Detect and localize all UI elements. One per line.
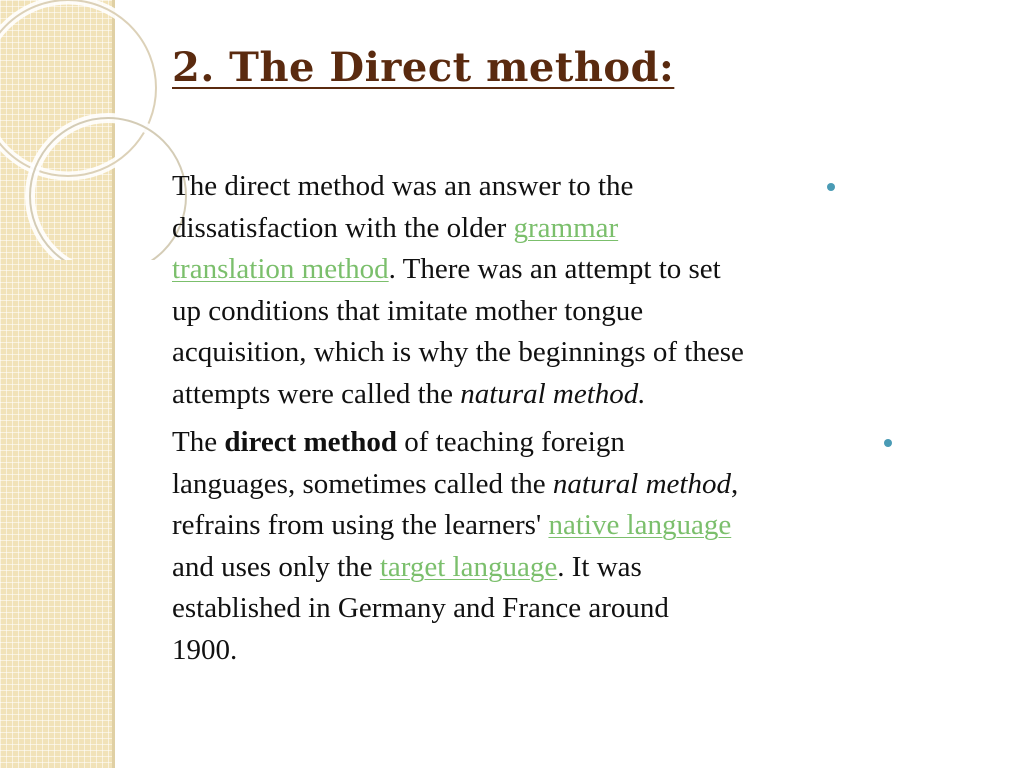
- link-target-language[interactable]: target language: [379, 550, 558, 583]
- text-line: [172, 547, 952, 589]
- text-line: [172, 249, 952, 291]
- text-line: [172, 505, 952, 547]
- text-line: [172, 464, 952, 506]
- text-run: acquisition, which is why the beginnings of these: [172, 336, 744, 368]
- slide-title: 2. The Direct method:: [172, 44, 675, 91]
- text-line: [172, 588, 952, 630]
- link-native-language[interactable]: native language: [548, 509, 732, 541]
- text-run: dissatisfaction with the older: [172, 211, 514, 244]
- text-run: The: [172, 426, 225, 458]
- text-line: [172, 208, 952, 250]
- text-run: attempts were called the: [172, 377, 461, 410]
- text-line: [172, 630, 952, 672]
- link-grammar-translation-method[interactable]: translation method: [172, 253, 389, 285]
- text-line: [172, 291, 952, 333]
- paragraph-direct-method-definition: [172, 422, 952, 671]
- text-run: . It was: [557, 550, 642, 583]
- paragraph-direct-method-origin: [172, 166, 952, 415]
- text-run: up conditions that imitate mother tongue: [172, 294, 644, 327]
- text-run: 1900.: [172, 633, 238, 666]
- text-run: of teaching foreign: [396, 426, 625, 458]
- text-run: The direct method was an answer to the: [172, 170, 634, 202]
- text-run: ,: [730, 467, 739, 500]
- italic-term: natural method.: [460, 377, 646, 410]
- decorative-circles-icon: [0, 0, 200, 260]
- bold-term: direct method: [224, 426, 397, 458]
- text-run: and uses only the: [172, 550, 380, 583]
- text-run: established in Germany and France around: [172, 592, 669, 624]
- text-run: languages, sometimes called the: [172, 467, 553, 500]
- text-line: [172, 422, 952, 464]
- text-line: [172, 374, 952, 416]
- text-line: [172, 332, 952, 374]
- text-run: . There was an attempt to set: [388, 253, 721, 285]
- link-grammar-translation-method[interactable]: grammar: [513, 211, 619, 244]
- text-run: refrains from using the learners': [172, 509, 549, 541]
- text-line: [172, 166, 952, 208]
- italic-term: natural method: [552, 467, 731, 500]
